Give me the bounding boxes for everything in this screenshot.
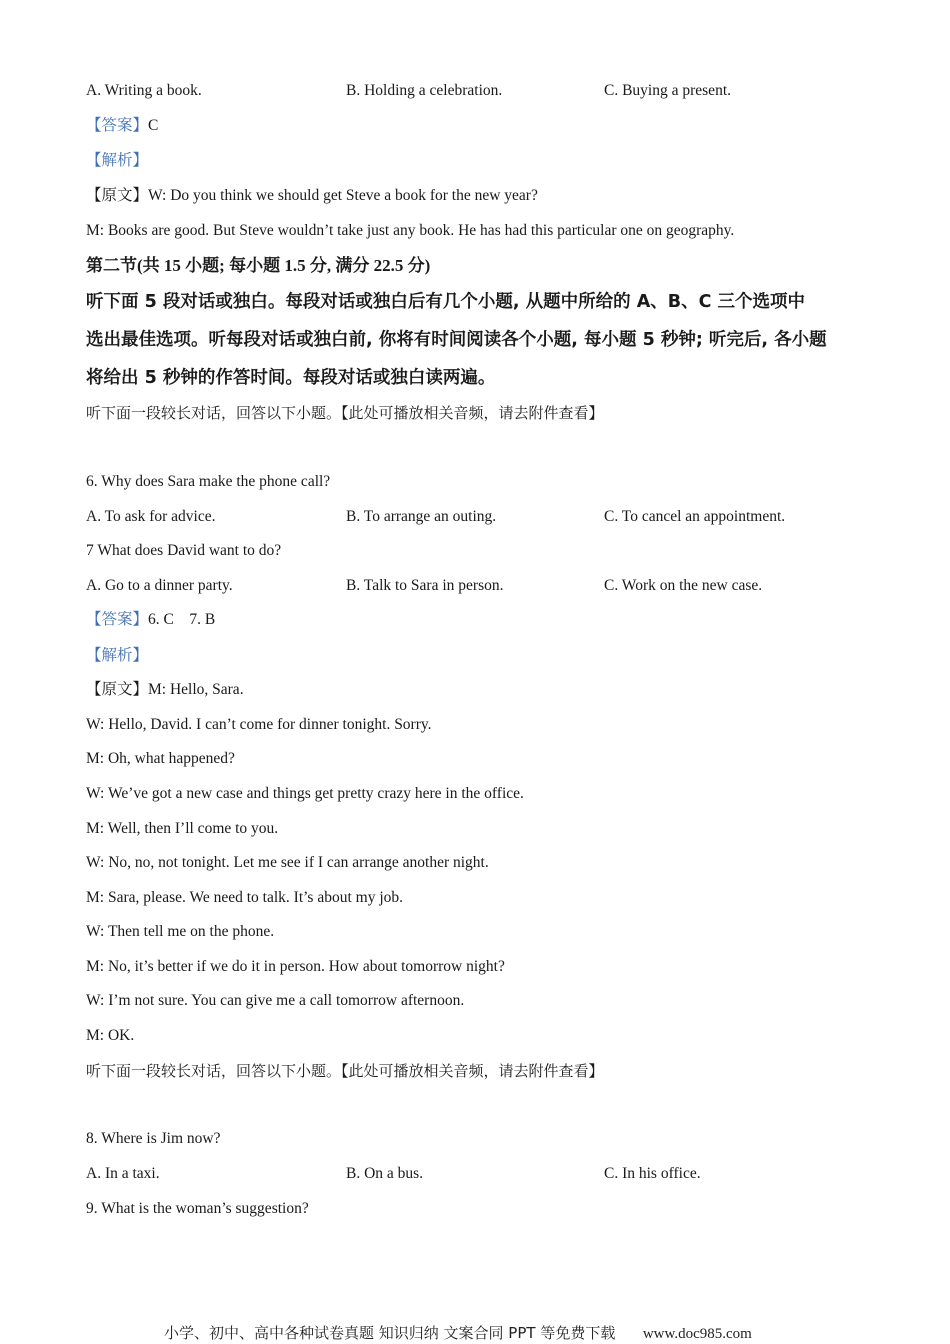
q8-option-a: A. In a taxi.: [86, 1165, 160, 1182]
transcript-line: W: Then tell me on the phone.: [86, 923, 275, 940]
answer-tag: 【答案】: [86, 117, 149, 134]
transcript-line: W: No, no, not tonight. Let me see if I can arrange another night.: [86, 854, 489, 871]
q6-option-b: B. To arrange an outing.: [346, 508, 497, 525]
q8-option-c: C. In his office.: [604, 1165, 701, 1182]
q5-transcript-line2: M: Books are good. But Steve wouldn’t take just any book. He has had this particular one on geography.: [86, 222, 735, 239]
q5-analysis-tag: 【解析】: [86, 152, 149, 169]
answer-tag: 【答案】: [86, 611, 149, 628]
answer-value: 6. C 7. B: [148, 611, 216, 628]
q9-question: 9. What is the woman’s suggestion?: [86, 1200, 309, 1217]
transcript-line: M: Well, then I’ll come to you.: [86, 820, 279, 837]
q5-option-c: C. Buying a present.: [604, 82, 731, 99]
transcript-line: M: Oh, what happened?: [86, 750, 235, 767]
q7-option-a: A. Go to a dinner party.: [86, 577, 233, 594]
q8-question: 8. Where is Jim now?: [86, 1130, 221, 1147]
page-footer: [164, 1323, 752, 1344]
transcript-line: M: Sara, please. We need to talk. It’s about my job.: [86, 889, 404, 906]
q5-answer: [86, 116, 158, 136]
q6-option-c: C. To cancel an appointment.: [604, 508, 786, 525]
section-title: 第二节(共 15 小题; 每小题 1.5 分, 满分 22.5 分): [86, 256, 431, 275]
q7-option-b: B. Talk to Sara in person.: [346, 577, 504, 594]
q6-question: 6. Why does Sara make the phone call?: [86, 473, 331, 490]
section-instructions-2: 选出最佳选项。听每段对话或独白前, 你将有时间阅读各个小题, 每小题 5 秒钟; 听完后, 各小题: [86, 330, 827, 350]
q7-question: 7 What does David want to do?: [86, 542, 282, 559]
q8-option-b: B. On a bus.: [346, 1165, 424, 1182]
q7-option-c: C. Work on the new case.: [604, 577, 763, 594]
q67-answer: [86, 610, 215, 630]
q5-transcript-line1: 【原文】W: Do you think we should get Steve a book for the new year?: [86, 187, 538, 204]
section-instructions-3: 将给出 5 秒钟的作答时间。每段对话或独白读两遍。: [86, 368, 496, 388]
q5-option-a: A. Writing a book.: [86, 82, 202, 99]
transcript-line: W: I’m not sure. You can give me a call tomorrow afternoon.: [86, 992, 465, 1009]
transcript-line: W: Hello, David. I can’t come for dinner tonight. Sorry.: [86, 716, 432, 733]
q67-analysis-tag: 【解析】: [86, 647, 149, 664]
transcript-line: W: We’ve got a new case and things get pretty crazy here in the office.: [86, 785, 524, 802]
transcript-line: M: No, it’s better if we do it in person. How about tomorrow night?: [86, 958, 505, 975]
transcript-line: 【原文】M: Hello, Sara.: [86, 681, 244, 698]
listen-hint: 听下面一段较长对话，回答以下小题。【此处可播放相关音频，请去附件查看】: [86, 404, 604, 422]
q5-option-b: B. Holding a celebration.: [346, 82, 503, 99]
transcript-line: M: OK.: [86, 1027, 135, 1044]
section-instructions-1: 听下面 5 段对话或独白。每段对话或独白后有几个小题, 从题中所给的 A、B、C 三个选项中: [86, 292, 806, 312]
q6-option-a: A. To ask for advice.: [86, 508, 216, 525]
listen-hint-2: 听下面一段较长对话，回答以下小题。【此处可播放相关音频，请去附件查看】: [86, 1062, 604, 1080]
footer-link[interactable]: www.doc985.com: [642, 1326, 752, 1342]
footer-text: 小学、初中、高中各种试卷真题 知识归纳 文案合同 PPT 等免费下载: [164, 1324, 616, 1342]
answer-value: C: [148, 117, 159, 134]
